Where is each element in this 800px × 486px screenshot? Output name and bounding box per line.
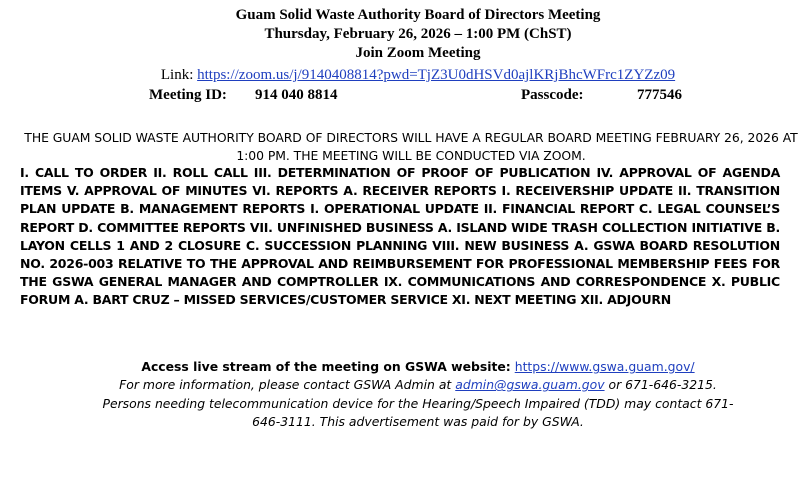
contact-prefix: For more information, please contact GSWA Admin at: [119, 377, 452, 393]
meeting-announcement: THE GUAM SOLID WASTE AUTHORITY BOARD OF DIRECTORS WILL HAVE A REGULAR BOARD MEETING FEBRUARY 26, 2026 AT 1:00 PM. THE MEETING WILL BE CONDUCTED VIA ZOOM.: [24, 130, 798, 163]
zoom-heading: Join Zoom Meeting: [355, 45, 481, 61]
meeting-id-value: 914 040 8814: [255, 87, 338, 103]
livestream-line: [0, 358, 800, 376]
contact-line: [0, 376, 800, 394]
livestream-label: Access live stream of the meeting on GSWA website:: [141, 359, 511, 374]
zoom-link-label: Link:: [160, 67, 194, 83]
meeting-credentials: [0, 86, 800, 106]
admin-email-link[interactable]: admin@gswa.guam.gov: [455, 377, 605, 393]
zoom-link-line: [0, 66, 800, 85]
notice-header: [0, 6, 800, 63]
zoom-link[interactable]: https://zoom.us/j/9140408814?pwd=TjZ3U0dHSVd0ajlKRjBhcWFrc1ZYZz09: [197, 67, 676, 83]
agenda-text: I. CALL TO ORDER II. ROLL CALL III. DETERMINATION OF PROOF OF PUBLICATION IV. APPROVAL OF AGENDA ITEMS V. APPROVAL OF MINUTES VI. REPORTS A. RECEIVER REPORTS I. RECEIVERSHIP UPDATE II. TRANSITION PLAN UPDATE B. MANAGEMENT REPORTS I. OPERATIONAL UPDATE II. FINANCIAL REPORT C. LEGAL COUNSEL’S REPORT D. COMMITTEE REPORTS VII. UNFINISHED BUSINESS A. ISLAND WIDE TRASH COLLECTION INITIATIVE B. LAYON CELLS 1 AND 2 CLOSURE C. SUCCESSION PLANNING VIII. NEW BUSINESS A. GSWA BOARD RESOLUTION NO. 2026-003 RELATIVE TO THE APPROVAL AND REIMBURSEMENT FOR PROFESSIONAL MEMBERSHIP FEES FOR THE GSWA GENERAL MANAGER AND COMPTROLLER IX. COMMUNICATIONS AND CORRESPONDENCE X. PUBLIC FORUM A. BART CRUZ – MISSED SERVICES/CUSTOMER SERVICE XI. NEXT MEETING XII. ADJOURN: [20, 165, 780, 308]
meeting-date-time: Thursday, February 26, 2026 – 1:00 PM (ChST): [264, 26, 572, 42]
gswa-website-link[interactable]: https://www.gswa.guam.gov/: [514, 359, 695, 374]
tdd-notice: Persons needing telecommunication device for the Hearing/Speech Impaired (TDD) may contact 671-646-3111. This advertisement was paid for by GSWA.: [102, 395, 734, 429]
meeting-id-label: Meeting ID:: [149, 87, 227, 103]
passcode-value: 777546: [637, 87, 682, 103]
meeting-title: Guam Solid Waste Authority Board of Directors Meeting: [235, 7, 601, 23]
contact-suffix: or 671-646-3215.: [608, 377, 717, 393]
notice-footer: [0, 358, 800, 431]
passcode-label: Passcode:: [521, 87, 584, 103]
